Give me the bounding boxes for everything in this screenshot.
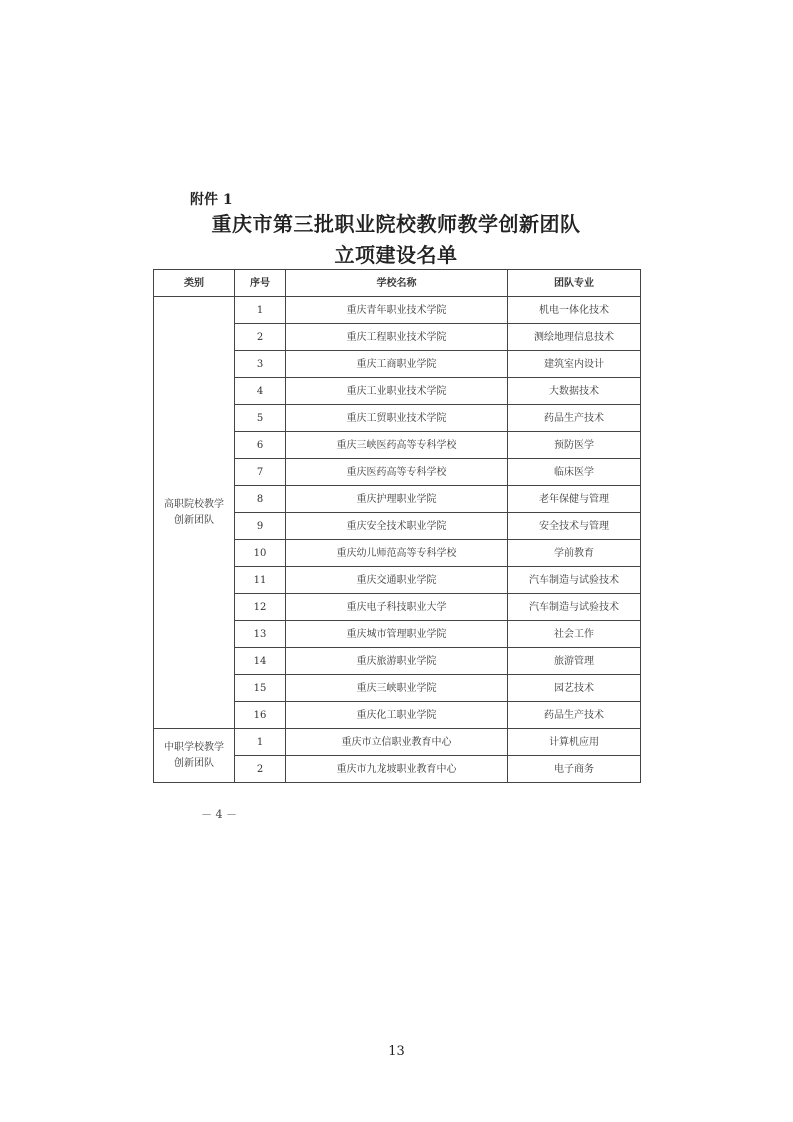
category-cell <box>154 729 235 783</box>
school-name-cell: 重庆交通职业学院 <box>286 567 508 594</box>
school-name-cell: 重庆安全技术职业学院 <box>286 513 508 540</box>
school-name-cell: 重庆旅游职业学院 <box>286 648 508 675</box>
category-line: 中职学校教学 <box>164 741 224 753</box>
serial-number-cell: 12 <box>235 594 286 621</box>
school-name-cell: 重庆三峡职业学院 <box>286 675 508 702</box>
serial-number-cell: 1 <box>235 297 286 324</box>
team-major-cell: 园艺技术 <box>508 675 641 702</box>
team-major-cell: 旅游管理 <box>508 648 641 675</box>
serial-number-cell: 11 <box>235 567 286 594</box>
team-major-cell: 老年保健与管理 <box>508 486 641 513</box>
serial-number-cell: 8 <box>235 486 286 513</box>
team-list-table <box>153 269 641 783</box>
serial-number-cell: 16 <box>235 702 286 729</box>
serial-number-cell: 7 <box>235 459 286 486</box>
serial-number-cell: 1 <box>235 729 286 756</box>
team-major-cell: 药品生产技术 <box>508 405 641 432</box>
category-line: 高职院校教学 <box>164 498 224 510</box>
table-header-row <box>154 270 641 297</box>
table-row <box>154 729 641 756</box>
serial-number-cell: 2 <box>235 756 286 783</box>
table-row <box>154 297 641 324</box>
school-name-cell: 重庆工业职业技术学院 <box>286 378 508 405</box>
school-name-cell: 重庆电子科技职业大学 <box>286 594 508 621</box>
header-serial-number: 序号 <box>235 270 286 297</box>
serial-number-cell: 4 <box>235 378 286 405</box>
serial-number-cell: 2 <box>235 324 286 351</box>
table-body <box>154 297 641 783</box>
team-major-cell: 电子商务 <box>508 756 641 783</box>
attachment-label: 附件 1 <box>190 192 233 208</box>
team-major-cell: 安全技术与管理 <box>508 513 641 540</box>
serial-number-cell: 14 <box>235 648 286 675</box>
team-major-cell: 建筑室内设计 <box>508 351 641 378</box>
serial-number-cell: 10 <box>235 540 286 567</box>
page-number: 13 <box>388 1044 405 1059</box>
school-name-cell: 重庆市九龙坡职业教育中心 <box>286 756 508 783</box>
school-name-cell: 重庆青年职业技术学院 <box>286 297 508 324</box>
header-team-major: 团队专业 <box>508 270 641 297</box>
header-category: 类别 <box>154 270 235 297</box>
team-major-cell: 计算机应用 <box>508 729 641 756</box>
team-major-cell: 预防医学 <box>508 432 641 459</box>
document-title-line1: 重庆市第三批职业院校教师教学创新团队 <box>211 212 581 236</box>
school-name-cell: 重庆工程职业技术学院 <box>286 324 508 351</box>
serial-number-cell: 5 <box>235 405 286 432</box>
school-name-cell: 重庆市立信职业教育中心 <box>286 729 508 756</box>
school-name-cell: 重庆幼儿师范高等专科学校 <box>286 540 508 567</box>
team-major-cell: 测绘地理信息技术 <box>508 324 641 351</box>
school-name-cell: 重庆工商职业学院 <box>286 351 508 378</box>
school-name-cell: 重庆医药高等专科学校 <box>286 459 508 486</box>
school-name-cell: 重庆工贸职业技术学院 <box>286 405 508 432</box>
team-major-cell: 社会工作 <box>508 621 641 648</box>
team-major-cell: 药品生产技术 <box>508 702 641 729</box>
serial-number-cell: 6 <box>235 432 286 459</box>
inner-page-number: － 4 － <box>201 808 237 821</box>
school-name-cell: 重庆护理职业学院 <box>286 486 508 513</box>
team-major-cell: 学前教育 <box>508 540 641 567</box>
school-name-cell: 重庆化工职业学院 <box>286 702 508 729</box>
header-school-name: 学校名称 <box>286 270 508 297</box>
category-line: 创新团队 <box>174 514 214 526</box>
team-major-cell: 大数据技术 <box>508 378 641 405</box>
serial-number-cell: 9 <box>235 513 286 540</box>
serial-number-cell: 3 <box>235 351 286 378</box>
team-major-cell: 汽车制造与试验技术 <box>508 594 641 621</box>
team-major-cell: 汽车制造与试验技术 <box>508 567 641 594</box>
serial-number-cell: 15 <box>235 675 286 702</box>
team-major-cell: 临床医学 <box>508 459 641 486</box>
category-cell <box>154 297 235 729</box>
school-name-cell: 重庆城市管理职业学院 <box>286 621 508 648</box>
serial-number-cell: 13 <box>235 621 286 648</box>
team-major-cell: 机电一体化技术 <box>508 297 641 324</box>
school-name-cell: 重庆三峡医药高等专科学校 <box>286 432 508 459</box>
document-title-line2: 立项建设名单 <box>334 243 458 267</box>
category-line: 创新团队 <box>174 757 214 769</box>
